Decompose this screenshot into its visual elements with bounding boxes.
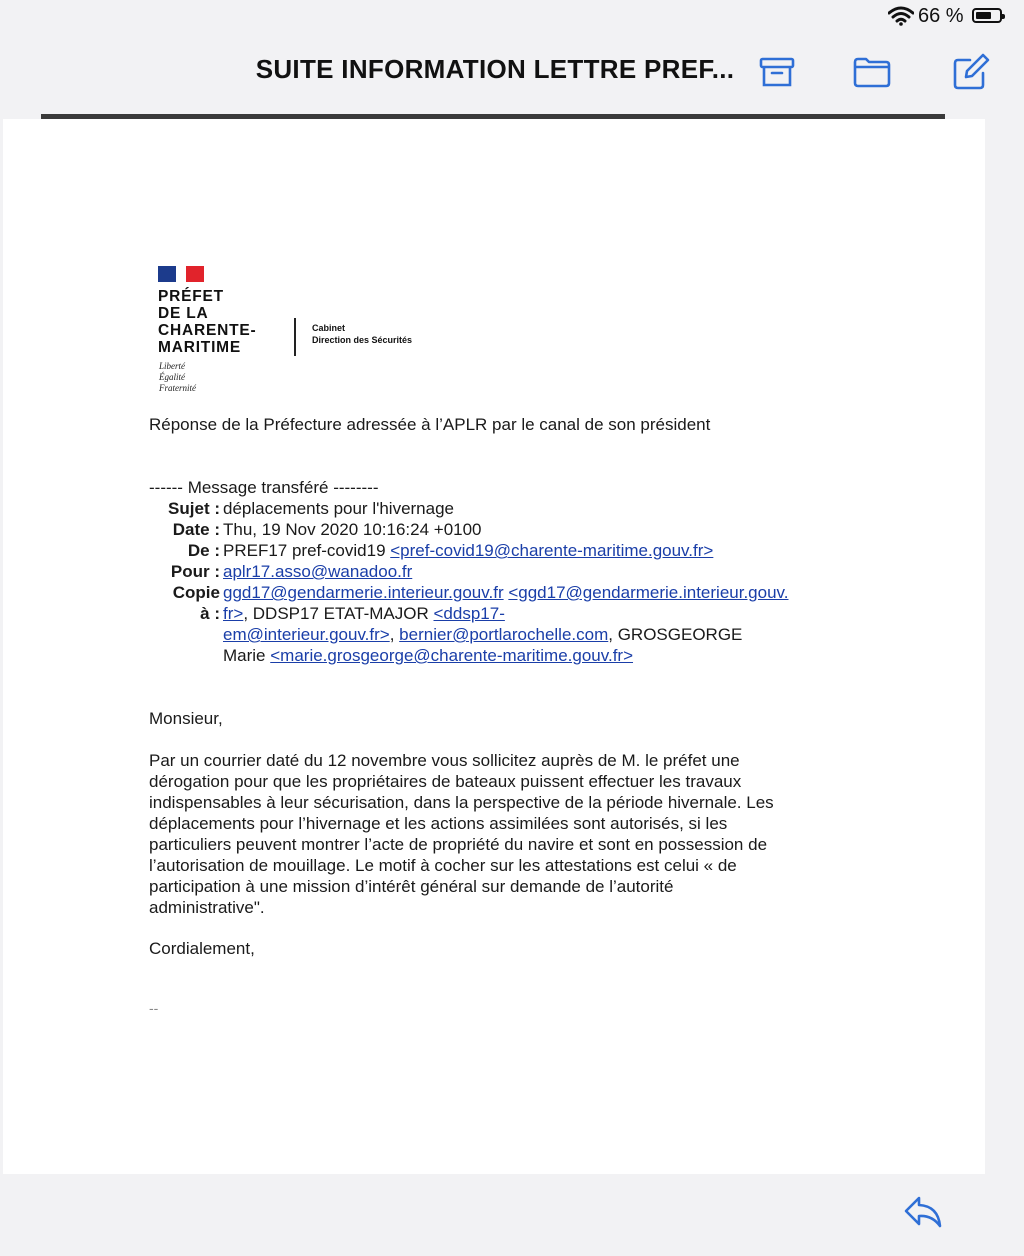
from-email-link[interactable]: <pref-covid19@charente-maritime.gouv.fr>	[390, 541, 714, 560]
forward-separator: ------ Message transféré --------	[149, 478, 379, 497]
closing: Cordialement,	[149, 939, 255, 958]
body-line: indispensables à leur sécurisation, dans la perspective de la période hivernale. Les	[149, 793, 774, 812]
marianne-flag-icon	[158, 266, 204, 282]
battery-icon	[972, 8, 1002, 23]
cabinet-line-2: Direction des Sécurités	[312, 335, 413, 345]
from-name: PREF17 pref-covid19	[223, 541, 391, 560]
cc-line	[223, 624, 838, 645]
cc-text: ,	[389, 625, 400, 644]
to-value	[223, 561, 838, 582]
cc-text: Marie	[223, 646, 271, 665]
signature-separator: --	[149, 1000, 159, 1016]
cabinet-label	[312, 322, 412, 346]
cc-line	[223, 645, 838, 666]
greeting: Monsieur,	[149, 709, 223, 728]
status-bar	[0, 0, 1024, 32]
body-line: particuliers peuvent montrer l’acte de propriété du navire et sont en possession de	[149, 835, 768, 854]
cc-text: , DDSP17 ETAT-MAJOR	[243, 604, 434, 623]
cc-line	[223, 582, 838, 603]
cc-label-1: Copie	[172, 583, 220, 602]
bottom-toolbar	[0, 1174, 1024, 1256]
body-line: participation à une mission d’intérêt général sur demande de l’autorité	[149, 877, 674, 896]
cc-email-link[interactable]: bernier@portlarochelle.com	[399, 625, 609, 644]
motto-2: Égalité	[159, 372, 185, 382]
cc-email-link[interactable]: <ggd17@gendarmerie.interieur.gouv.	[508, 583, 789, 602]
motto-1: Liberté	[159, 361, 185, 371]
battery-level	[976, 12, 991, 19]
body-line: l’autorisation de mouillage. Le motif à cocher sur les attestations est celui « de	[149, 856, 737, 875]
body-line: dérogation pour que les propriétaires de bateaux puissent effectuer les travaux	[149, 772, 742, 791]
cabinet-line-1: Cabinet	[312, 323, 346, 333]
subject-label: Sujet :	[168, 499, 220, 518]
body-line: déplacements pour l’hivernage et les actions assimilées sont autorisés, si les	[149, 814, 728, 833]
reply-icon[interactable]	[902, 1192, 944, 1232]
to-email-link[interactable]: aplr17.asso@wanadoo.fr	[223, 562, 413, 581]
motto-3: Fraternité	[159, 383, 196, 393]
pref-line-3: CHARENTE-	[158, 322, 257, 339]
letterhead-divider	[294, 318, 296, 356]
cc-email-link[interactable]: em@interieur.gouv.fr>	[223, 625, 390, 644]
cc-email-link[interactable]: <marie.grosgeorge@charente-maritime.gouv.fr>	[270, 646, 634, 665]
wifi-icon	[888, 6, 914, 26]
subject-value: déplacements pour l'hivernage	[223, 499, 455, 518]
from-label: De :	[187, 541, 220, 560]
intro-text: Réponse de la Préfecture adressée à l’APLR par le canal de son président	[149, 415, 711, 434]
cc-email-link[interactable]: fr>	[223, 604, 244, 623]
folder-icon[interactable]	[852, 52, 892, 92]
prefecture-logo	[150, 262, 450, 397]
date-label: Date :	[172, 520, 220, 539]
pref-line-4: MARITIME	[158, 339, 242, 356]
from-value	[223, 540, 838, 561]
battery-percent: 66 %	[918, 5, 964, 27]
forwarded-header	[146, 478, 836, 668]
compose-icon[interactable]	[950, 52, 990, 92]
pref-line-2: DE LA	[158, 305, 209, 322]
cc-line	[223, 603, 838, 624]
cc-email-link[interactable]: <ddsp17-	[433, 604, 505, 623]
pref-line-1: PRÉFET	[158, 288, 224, 305]
cc-label-2: à :	[200, 604, 220, 623]
body-line: administrative".	[149, 898, 265, 917]
cc-email-link[interactable]: ggd17@gendarmerie.interieur.gouv.fr	[223, 583, 504, 602]
message-title: SUITE INFORMATION LETTRE PREF...	[255, 54, 735, 84]
body-line: Par un courrier daté du 12 novembre vous sollicitez auprès de M. le préfet une	[149, 751, 740, 770]
mail-toolbar	[0, 32, 1024, 114]
archive-icon[interactable]	[757, 52, 797, 92]
date-value: Thu, 19 Nov 2020 10:16:24 +0100	[223, 520, 482, 539]
message-paragraph	[149, 750, 829, 918]
to-label: Pour :	[170, 562, 220, 581]
cc-text: , GROSGEORGE	[608, 625, 743, 644]
